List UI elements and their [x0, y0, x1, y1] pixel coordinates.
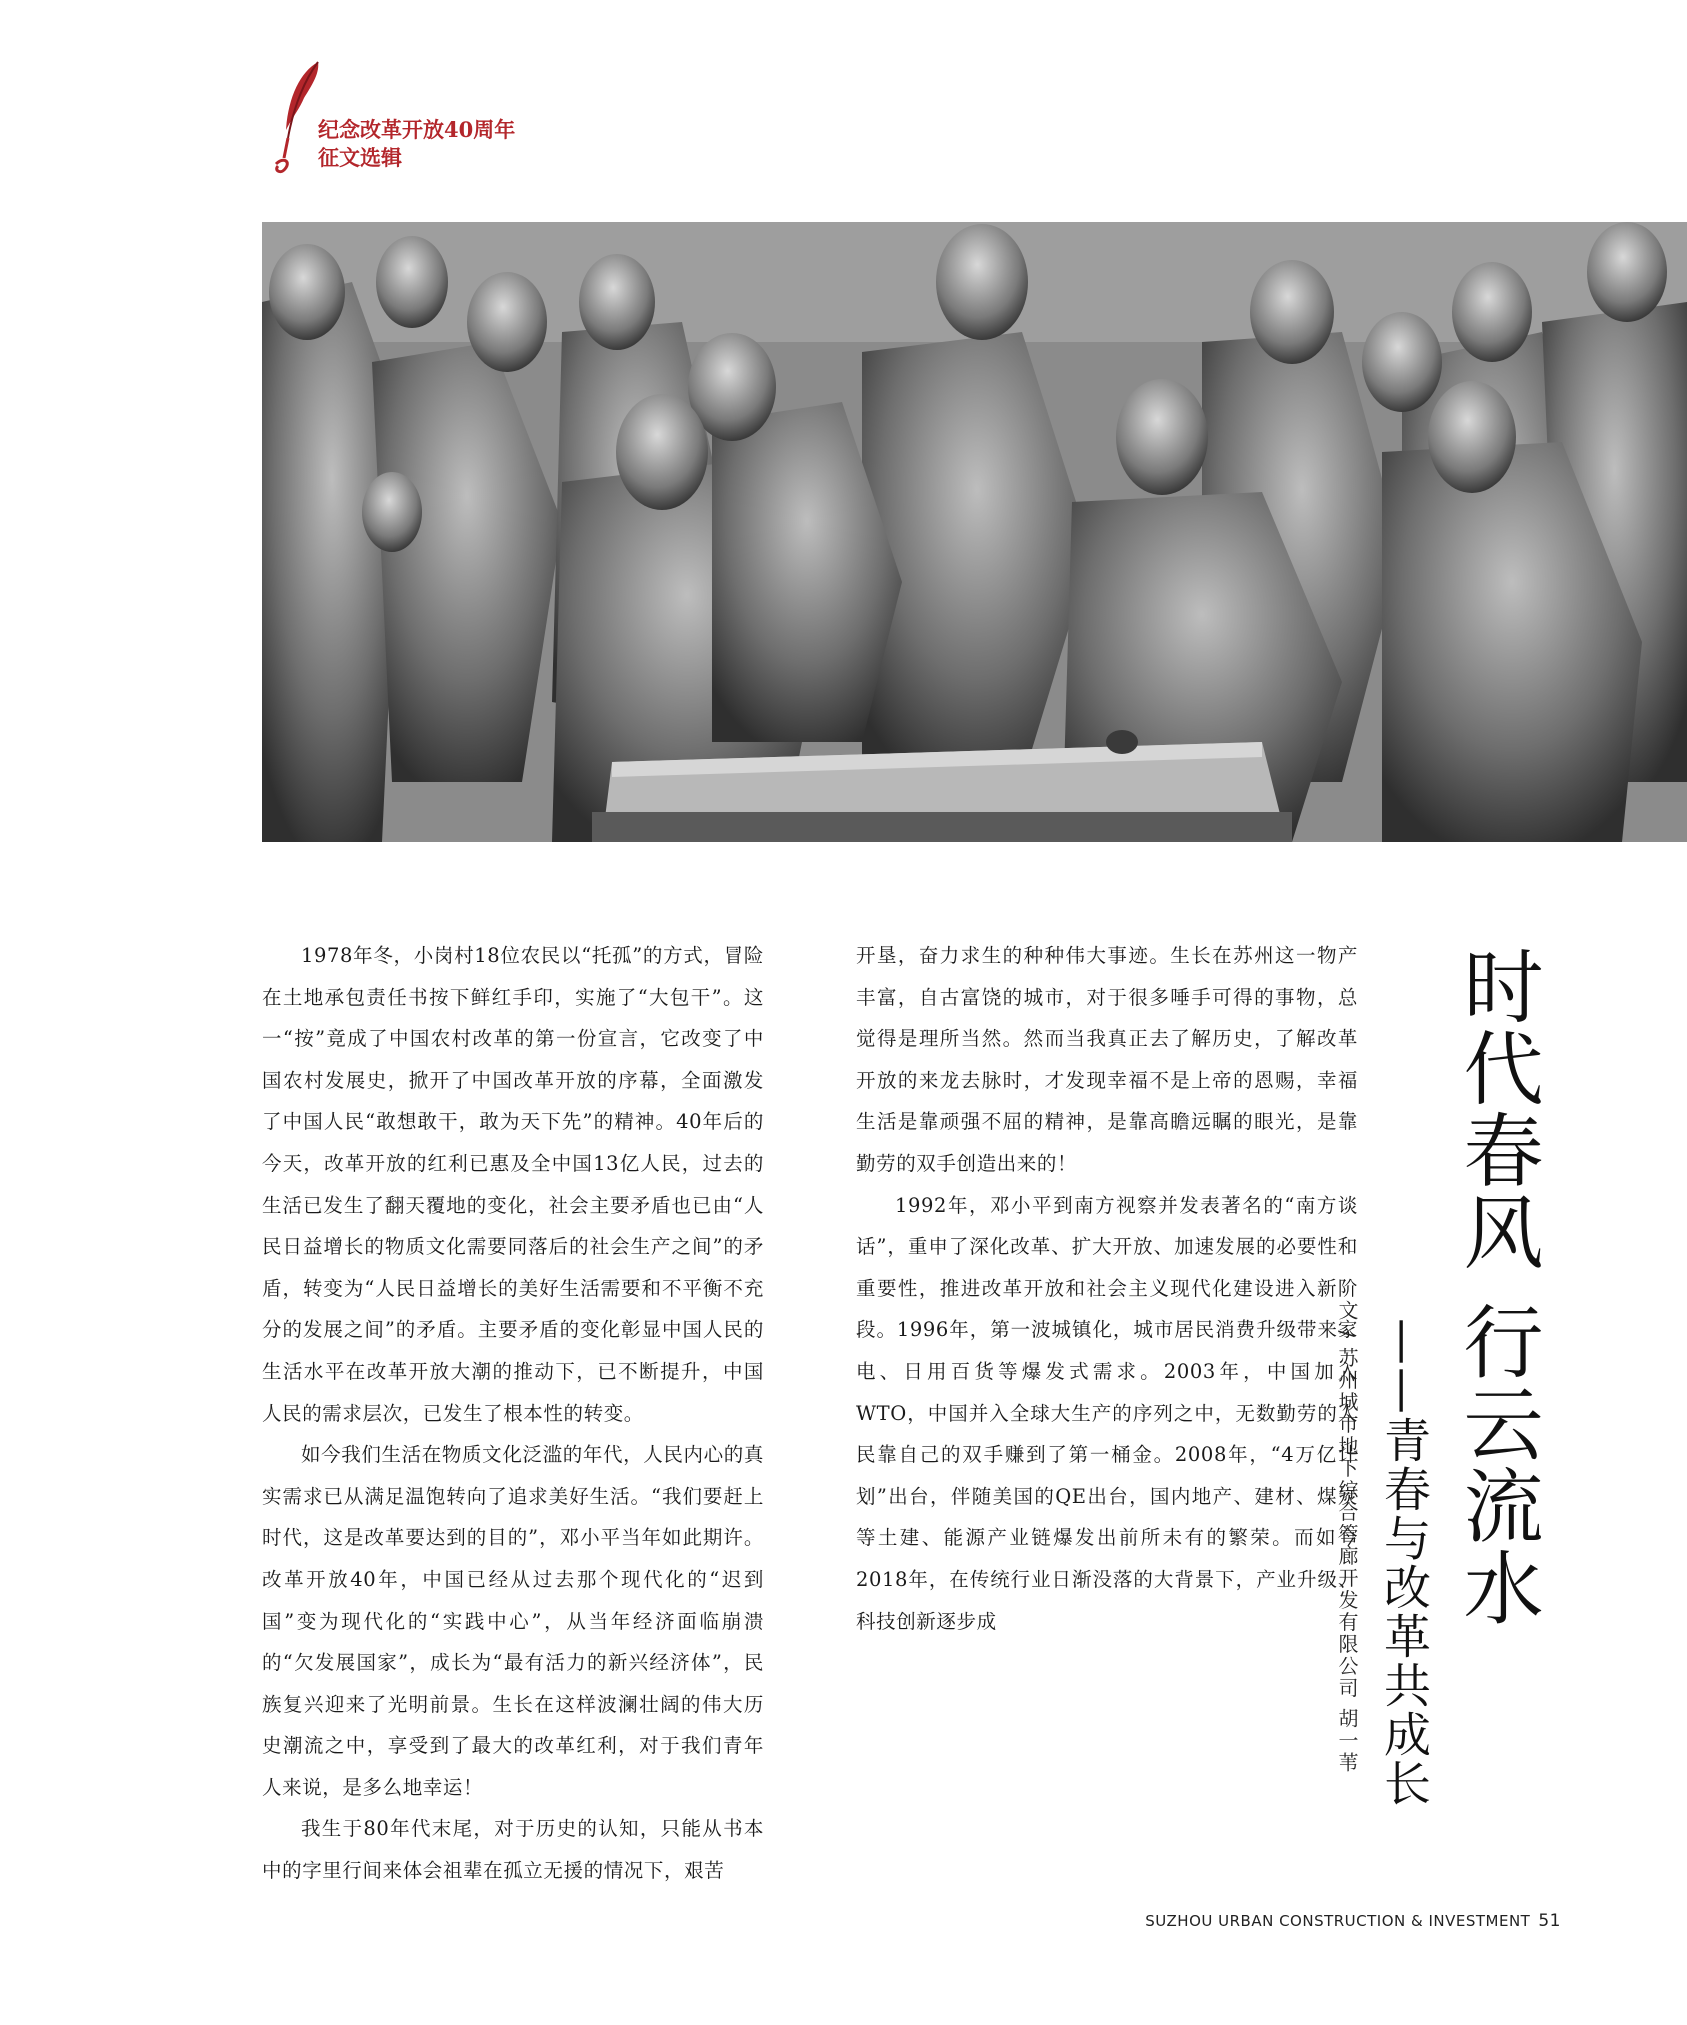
- article-subtitle: ——青春与改革共成长: [1376, 1318, 1431, 1808]
- paragraph: 1992年，邓小平到南方视察并发表著名的“南方谈话”，重申了深化改革、扩大开放、加速发展的必要性和重要性，推进改革开放和社会主义现代化建设进入新阶段。1996年，第一波城镇化，城市居民消费升级带来家电、日用百货等爆发式需求。2003年，中国加入WTO，中国并入全球大生产的序列之中，无数勤劳的人民靠自己的双手赚到了第一桶金。2008年，“4万亿计划”出台，伴随美国的QE出台，国内地产、建材、煤炭等土建、能源产业链爆发出前所未有的繁荣。而如今2018年，在传统行业日渐没落的大背景下，产业升级、科技创新逐步成: [856, 1193, 1358, 1633]
- column-logo: [270, 58, 530, 178]
- sculpture-photo-icon: [262, 222, 1687, 842]
- column-label: [318, 116, 515, 172]
- column-label-line1: 纪念改革开放40周年: [318, 117, 516, 142]
- article-title: 时代春风 行云流水: [1450, 945, 1543, 1629]
- page-number: 51: [1538, 1911, 1561, 1931]
- column-label-line2: 征文选辑: [318, 145, 402, 170]
- paragraph: 如今我们生活在物质文化泛滥的年代，人民内心的真实需求已从满足温饱转向了追求美好生活。“我们要赶上时代，这是改革要达到的目的”，邓小平当年如此期许。改革开放40年，中国已经从过去那个现代化的“迟到国”变为现代化的“实践中心”，从当年经济面临崩溃的“欠发展国家”，成长为“最有活力的新兴经济体”，民族复兴迎来了光明前景。生长在这样波澜壮阔的伟大历史潮流之中，享受到了最大的改革红利，对于我们青年人来说，是多么地幸运！: [262, 1443, 764, 1799]
- page-footer: [1145, 1911, 1561, 1931]
- magazine-name: SUZHOU URBAN CONSTRUCTION & INVESTMENT: [1145, 1912, 1531, 1930]
- hero-photo: [262, 222, 1687, 842]
- paragraph: 1978年冬，小岗村18位农民以“托孤”的方式，冒险在土地承包责任书按下鲜红手印，实施了“大包干”。这一“按”竟成了中国农村改革的第一份宣言，它改变了中国农村发展史，掀开了中国改革开放的序幕，全面激发了中国人民“敢想敢干，敢为天下先”的精神。40年后的今天，改革开放的红利已惠及全中国13亿人民，过去的生活已发生了翻天覆地的变化，社会主要矛盾也已由“人民日益增长的物质文化需要同落后的社会生产之间”的矛盾，转变为“人民日益增长的美好生活需要和不平衡不充分的发展之间”的矛盾。主要矛盾的变化彰显中国人民的生活水平在改革开放大潮的推动下，已不断提升，中国人民的需求层次，已发生了根本性的转变。: [262, 944, 764, 1425]
- paragraph-continued: 开垦，奋力求生的种种伟大事迹。生长在苏州这一物产丰富，自古富饶的城市，对于很多唾手可得的事物，总觉得是理所当然。然而当我真正去了解历史，了解改革开放的来龙去脉时，才发现幸福不是上帝的恩赐，幸福生活是靠顽强不屈的精神，是靠高瞻远瞩的眼光，是靠勤劳的双手创造出来的！: [856, 944, 1358, 1175]
- article-byline: 文 / 苏州城市地下综合管廊开发有限公司 胡一苇: [1335, 1300, 1359, 1774]
- body-column-2: [856, 935, 1358, 1642]
- paragraph: 我生于80年代末尾，对于历史的认知，只能从书本中的字里行间来体会祖辈在孤立无援的情况下，艰苦: [262, 1817, 764, 1883]
- body-column-1: [262, 935, 764, 1892]
